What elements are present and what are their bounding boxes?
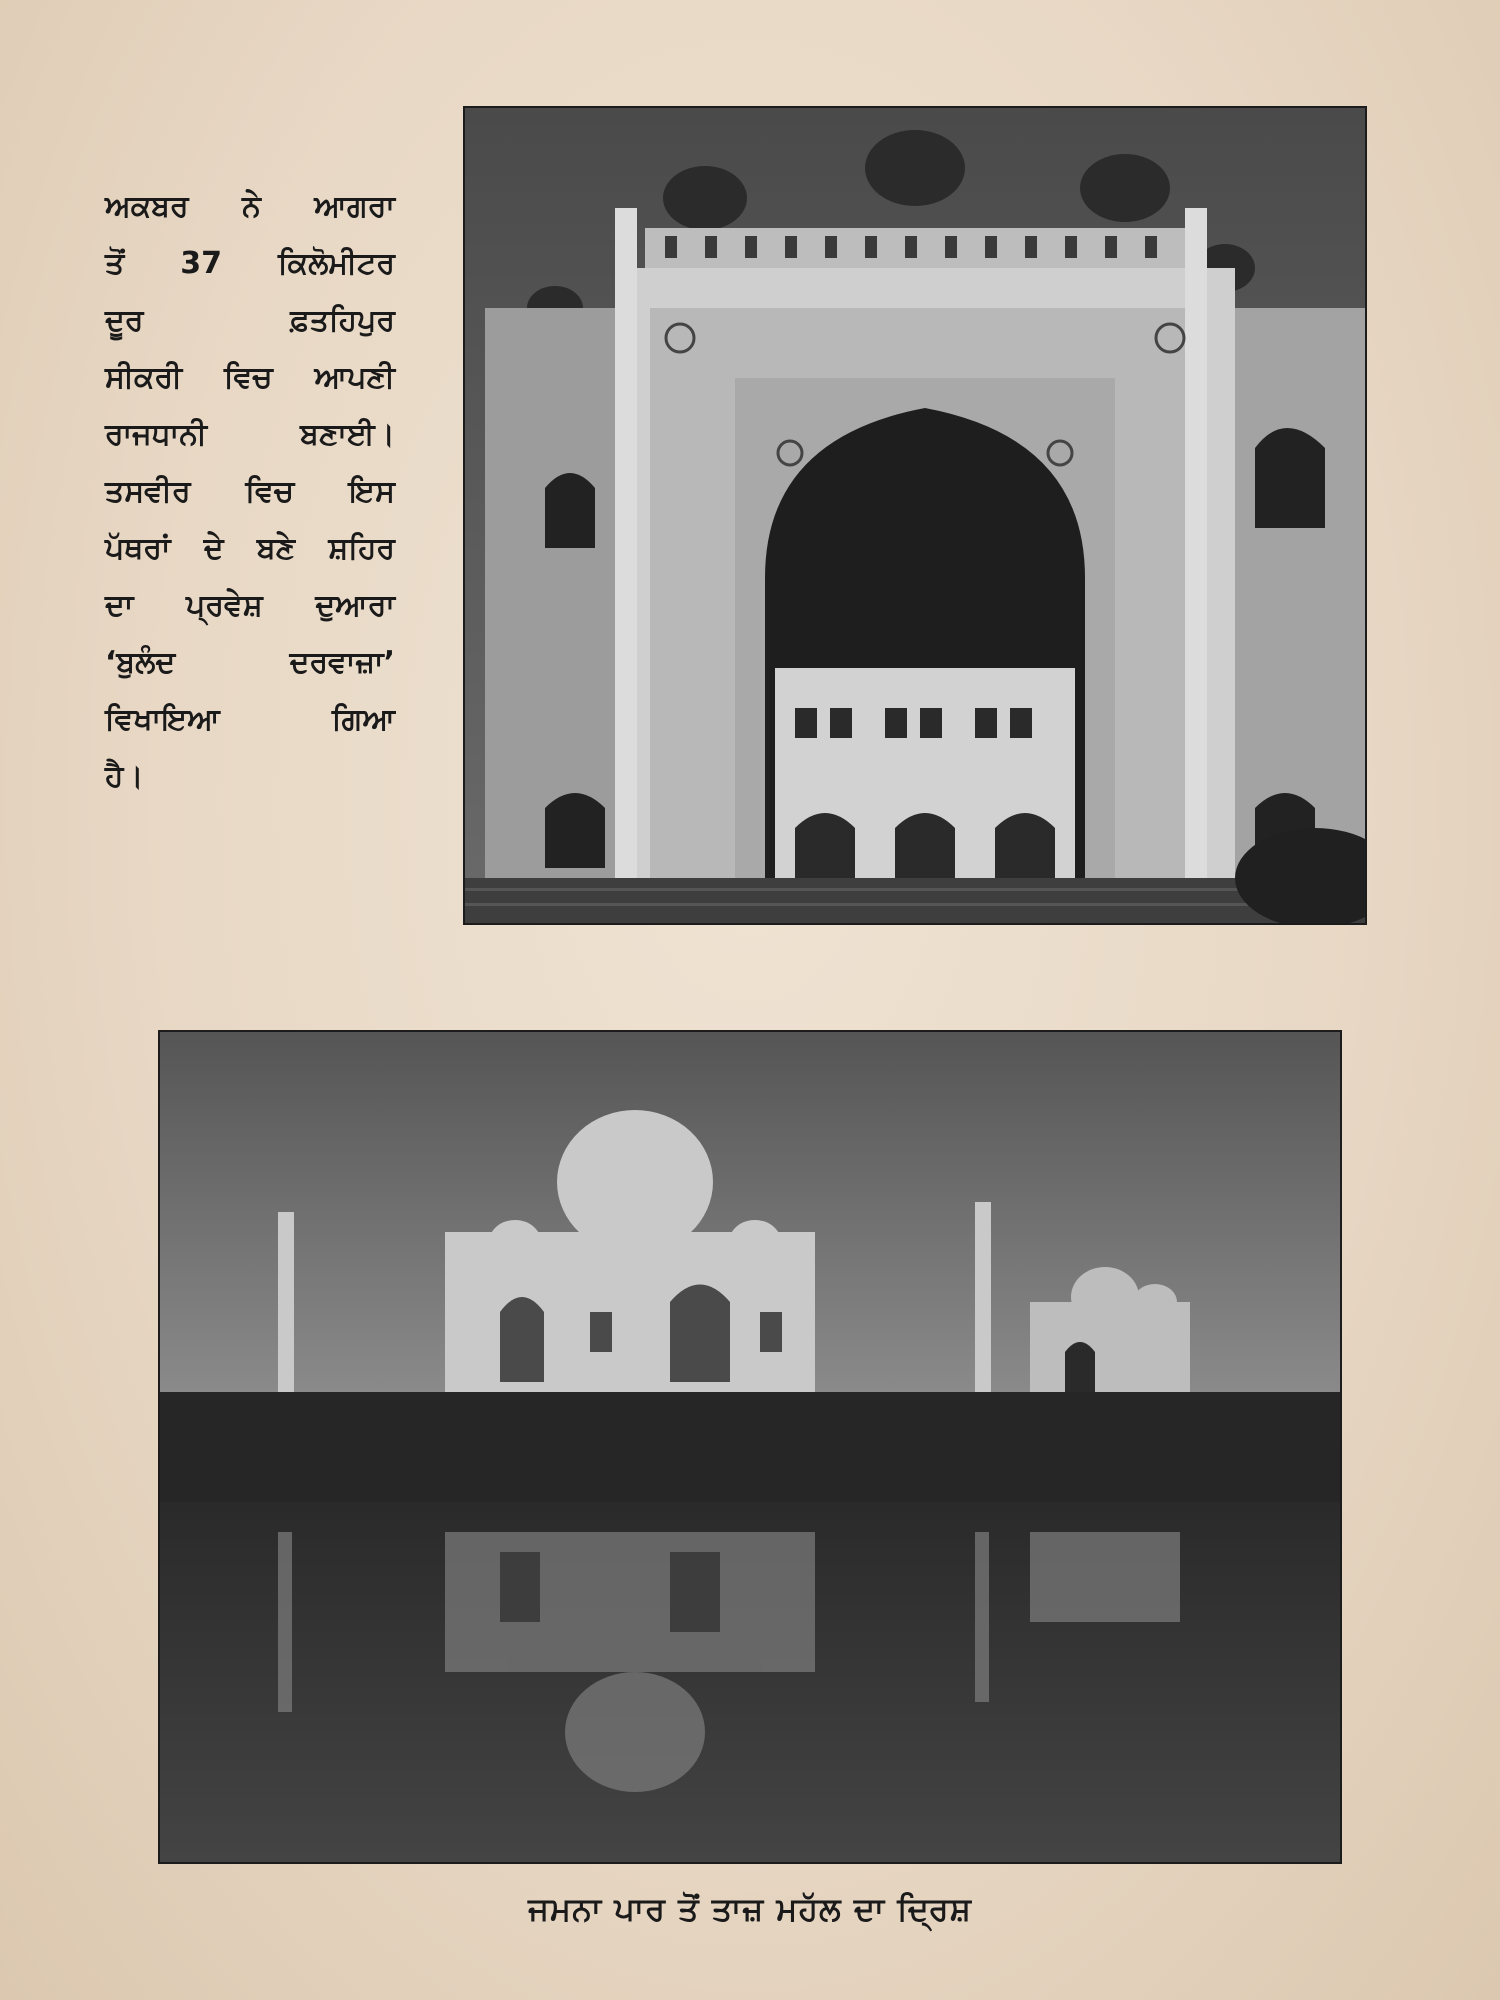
caption-line: ਅਕਬਰ ਨੇ ਆਗਰਾ — [105, 189, 395, 224]
caption-line: ‘ਬੁਲੰਦ ਦਰਵਾਜ਼ਾ’ — [105, 645, 395, 680]
caption-line: ਸੀਕਰੀ ਵਿਚ ਆਪਣੀ — [105, 360, 395, 395]
buland-darwaza-illustration — [465, 108, 1365, 923]
caption-line: ਵਿਖਾਇਆ ਗਿਆ — [105, 702, 395, 737]
taj-mahal-caption: ਜਮਨਾ ਪਾਰ ਤੋਂ ਤਾਜ਼ ਮਹੱਲ ਦਾ ਦ੍ਰਿਸ਼ — [528, 1890, 972, 1928]
caption-line: ਤੋਂ 37 ਕਿਲੋਮੀਟਰ — [105, 246, 395, 281]
caption-line: ਤਸਵੀਰ ਵਿਚ ਇਸ — [105, 474, 395, 509]
caption-line: ਦਾ ਪ੍ਰਵੇਸ਼ ਦੁਆਰਾ — [105, 588, 395, 623]
buland-darwaza-photo — [465, 108, 1365, 923]
taj-mahal-photo — [160, 1032, 1340, 1862]
buland-darwaza-caption — [105, 178, 395, 805]
caption-line: ਹੈ। — [105, 759, 144, 794]
caption-line: ਪੱਥਰਾਂ ਦੇ ਬਣੇ ਸ਼ਹਿਰ — [105, 531, 395, 566]
caption-line: ਦੂਰ ਫ਼ਤਹਿਪੁਰ — [105, 303, 395, 338]
taj-mahal-illustration — [160, 1032, 1340, 1862]
caption-line: ਰਾਜਧਾਨੀ ਬਣਾਈ। — [105, 417, 395, 452]
